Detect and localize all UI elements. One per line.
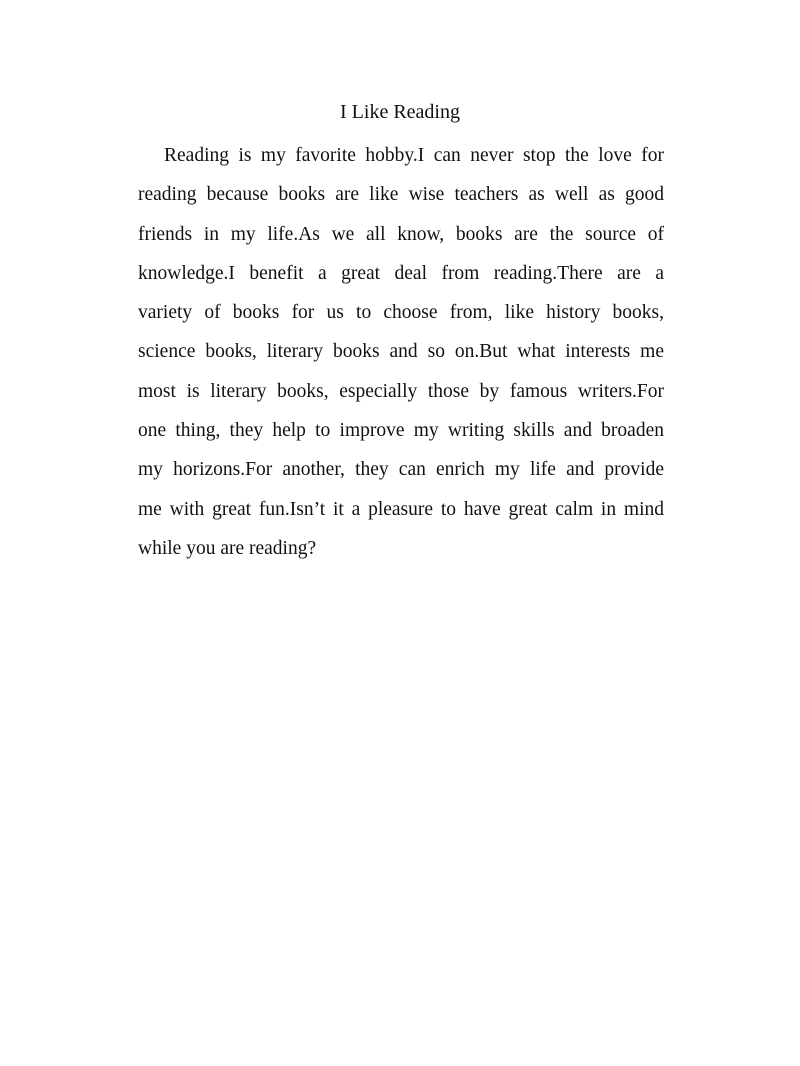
paragraph-line: Reading is my favorite hobby.I can never stop the love for bbox=[164, 145, 664, 166]
essay-paragraph bbox=[138, 136, 664, 568]
paragraph-line: science books, literary books and so on.But what interests me bbox=[138, 341, 664, 363]
paragraph-line: while you are reading? bbox=[138, 537, 317, 559]
paragraph-line: my horizons.For another, they can enrich my life and provide bbox=[138, 459, 664, 481]
paragraph-line: me with great fun.Isn’t it a pleasure to have great calm in mind bbox=[138, 498, 664, 520]
paragraph-line: knowledge.I benefit a great deal from reading.There are a bbox=[138, 262, 664, 284]
paragraph-line: reading because books are like wise teachers as well as good bbox=[138, 184, 664, 206]
document-title: I Like Reading bbox=[340, 101, 460, 123]
paragraph-line: variety of books for us to choose from, like history books, bbox=[138, 302, 664, 324]
paragraph-line: one thing, they help to improve my writing skills and broaden bbox=[138, 420, 664, 442]
paragraph-line: most is literary books, especially those by famous writers.For bbox=[138, 380, 664, 402]
paragraph-line: friends in my life.As we all know, books are the source of bbox=[138, 223, 664, 245]
